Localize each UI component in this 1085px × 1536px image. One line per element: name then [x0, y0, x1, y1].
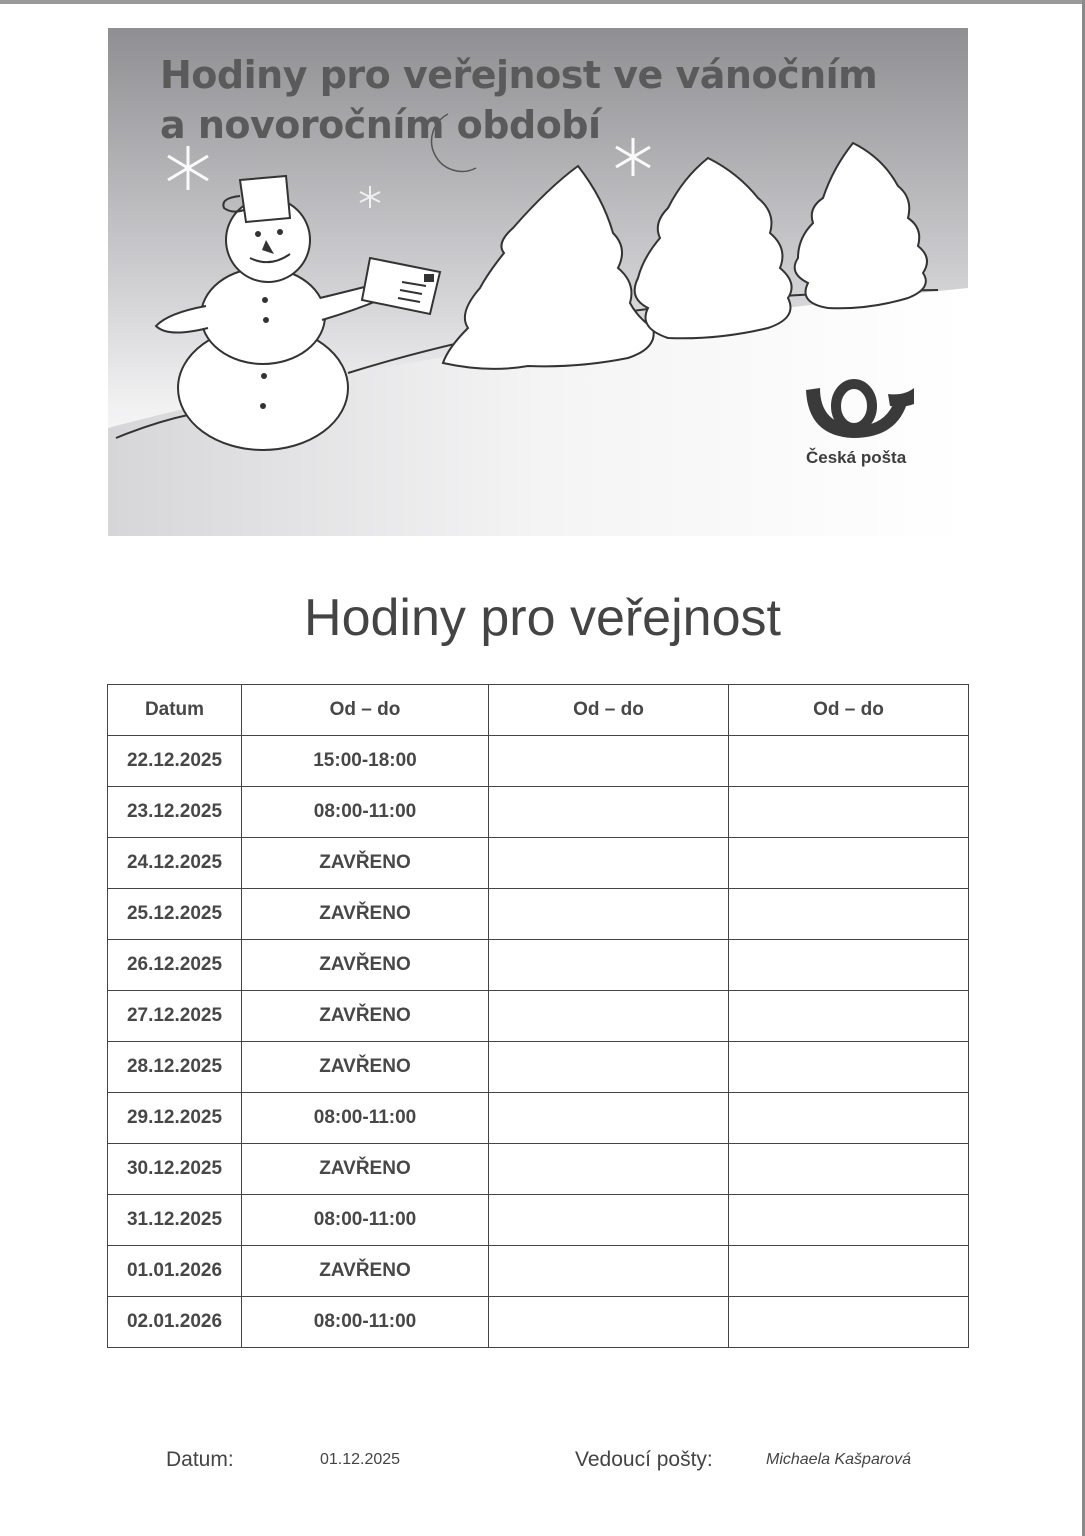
page-title: Hodiny pro veřejnost	[304, 589, 781, 647]
date-cell: 02.01.2026	[108, 1297, 242, 1348]
time-cell: ZAVŘENO	[242, 940, 489, 991]
header-time-range: Od – do	[729, 685, 969, 736]
time-cell	[729, 1195, 969, 1246]
time-cell	[729, 1297, 969, 1348]
christmas-banner	[108, 28, 968, 536]
time-cell: ZAVŘENO	[242, 1144, 489, 1195]
banner-title-line1: Hodiny pro veřejnost ve vánočním	[160, 53, 878, 97]
date-cell: 30.12.2025	[108, 1144, 242, 1195]
time-cell	[729, 991, 969, 1042]
footer-date-label: Datum:	[166, 1448, 234, 1471]
table-row	[108, 1195, 969, 1246]
time-cell	[729, 1042, 969, 1093]
manager-signature: Michaela Kašparová	[766, 1451, 911, 1468]
table-header-row	[108, 685, 969, 736]
table-row	[108, 1246, 969, 1297]
table-row	[108, 1297, 969, 1348]
header-date: Datum	[108, 685, 242, 736]
time-cell	[489, 940, 729, 991]
time-cell	[489, 1144, 729, 1195]
date-cell: 23.12.2025	[108, 787, 242, 838]
opening-hours-table	[107, 684, 969, 1348]
time-cell: 08:00-11:00	[242, 1195, 489, 1246]
time-cell	[729, 1093, 969, 1144]
table-row	[108, 940, 969, 991]
time-cell: 08:00-11:00	[242, 787, 489, 838]
footer-date-value: 01.12.2025	[320, 1451, 401, 1468]
time-cell: ZAVŘENO	[242, 991, 489, 1042]
time-cell	[729, 889, 969, 940]
time-cell: 08:00-11:00	[242, 1297, 489, 1348]
table-row	[108, 991, 969, 1042]
scan-edge-top	[0, 0, 1085, 4]
time-cell: ZAVŘENO	[242, 889, 489, 940]
time-cell	[729, 736, 969, 787]
time-cell	[489, 1093, 729, 1144]
ceska-posta-logo-text: Česká pošta	[806, 448, 907, 467]
table-row	[108, 736, 969, 787]
table-row	[108, 889, 969, 940]
table-row	[108, 1042, 969, 1093]
date-cell: 22.12.2025	[108, 736, 242, 787]
time-cell: ZAVŘENO	[242, 1042, 489, 1093]
time-cell	[489, 1195, 729, 1246]
banner-title	[160, 50, 877, 150]
time-cell: 15:00-18:00	[242, 736, 489, 787]
table-row	[108, 1144, 969, 1195]
header-time-range: Od – do	[242, 685, 489, 736]
time-cell	[489, 1042, 729, 1093]
time-cell	[729, 1144, 969, 1195]
time-cell	[729, 940, 969, 991]
time-cell	[729, 838, 969, 889]
table-row	[108, 787, 969, 838]
time-cell	[489, 1246, 729, 1297]
footer-manager-label: Vedoucí pošty:	[575, 1448, 713, 1471]
time-cell	[489, 889, 729, 940]
table-row	[108, 838, 969, 889]
date-cell: 29.12.2025	[108, 1093, 242, 1144]
banner-title-line2: a novoročním období	[160, 103, 601, 147]
date-cell: 31.12.2025	[108, 1195, 242, 1246]
date-cell: 27.12.2025	[108, 991, 242, 1042]
date-cell: 01.01.2026	[108, 1246, 242, 1297]
time-cell: ZAVŘENO	[242, 838, 489, 889]
time-cell	[489, 736, 729, 787]
time-cell	[489, 787, 729, 838]
date-cell: 28.12.2025	[108, 1042, 242, 1093]
time-cell	[729, 1246, 969, 1297]
time-cell	[489, 1297, 729, 1348]
date-cell: 26.12.2025	[108, 940, 242, 991]
table-row	[108, 1093, 969, 1144]
date-cell: 24.12.2025	[108, 838, 242, 889]
time-cell	[489, 991, 729, 1042]
time-cell	[729, 787, 969, 838]
time-cell	[489, 838, 729, 889]
date-cell: 25.12.2025	[108, 889, 242, 940]
header-time-range: Od – do	[489, 685, 729, 736]
time-cell: 08:00-11:00	[242, 1093, 489, 1144]
time-cell: ZAVŘENO	[242, 1246, 489, 1297]
